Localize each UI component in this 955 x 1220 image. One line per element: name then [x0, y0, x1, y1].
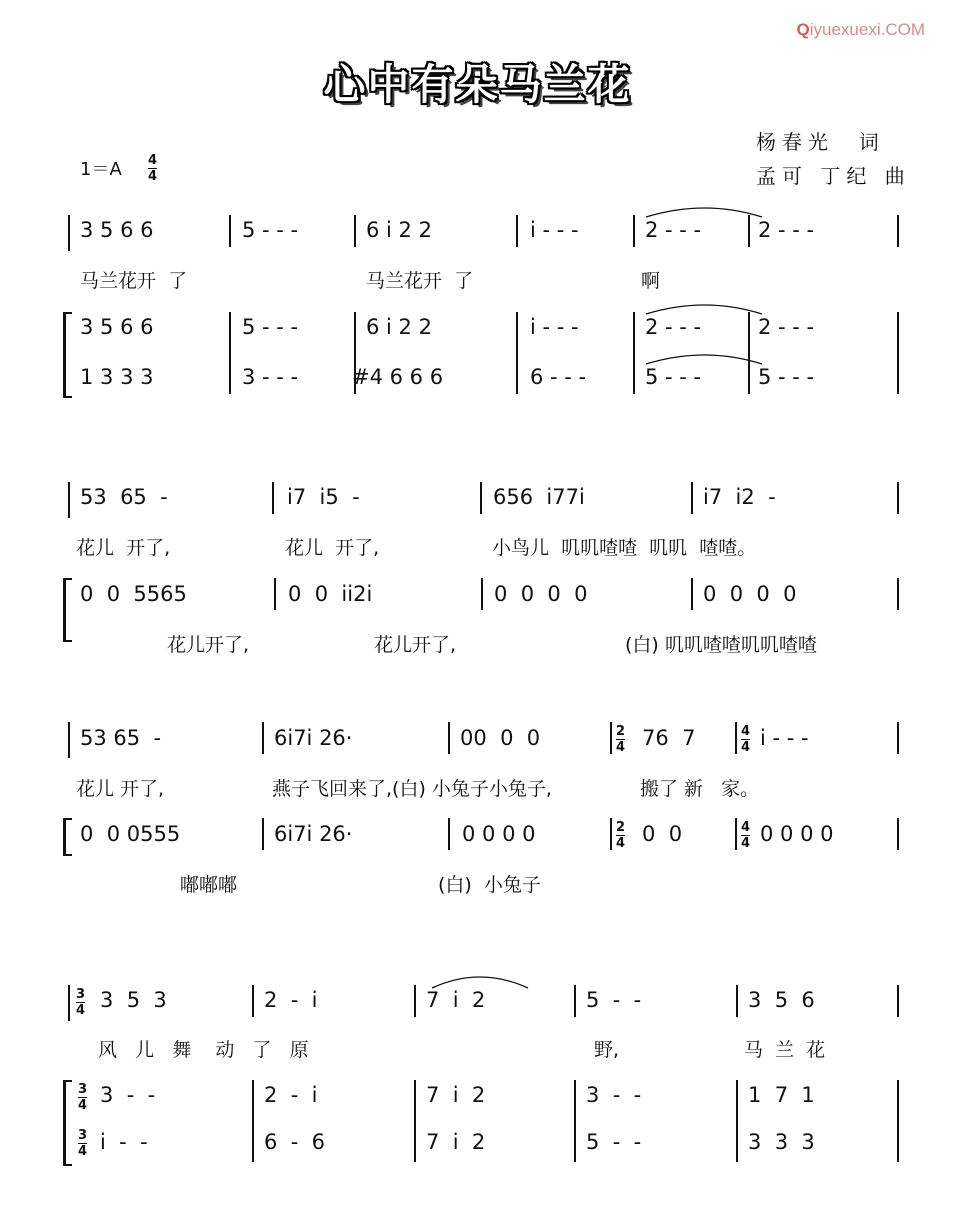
- time-signature: [148, 154, 157, 183]
- measure: 5 - - -: [242, 218, 299, 242]
- meter-change-bottom: 4: [78, 1144, 88, 1159]
- staff-brace: [63, 312, 72, 398]
- lyric: 花儿 开了,: [76, 537, 171, 559]
- meter-change-top: 3: [78, 1128, 88, 1143]
- lyric: 搬了 新 家。: [640, 778, 760, 800]
- meter-change: [741, 725, 750, 754]
- barline: [68, 215, 70, 251]
- measure: 3 - - -: [242, 365, 299, 389]
- meter-change-top: 3: [76, 987, 86, 1002]
- measure: 1 7 1: [748, 1083, 815, 1107]
- measure: 2 - i: [264, 988, 318, 1012]
- measure: 6 - - -: [530, 365, 587, 389]
- lyric: 野,: [594, 1039, 620, 1061]
- barline: [610, 818, 612, 850]
- barline: [897, 1080, 899, 1162]
- measure: 2 - - -: [758, 315, 815, 339]
- meter-change-bottom: 4: [616, 836, 626, 851]
- barline: [736, 1080, 738, 1162]
- measure: 0 0 5565: [80, 582, 187, 606]
- barline: [68, 722, 70, 758]
- barline: [897, 722, 899, 754]
- meter-change-top: 2: [616, 820, 626, 835]
- measure: 2 - i: [264, 1083, 318, 1107]
- barline: [414, 985, 416, 1017]
- staff-brace: [63, 818, 72, 856]
- measure: i7 i5 -: [287, 485, 360, 509]
- barline: [516, 312, 518, 394]
- measure: 7 i 2: [426, 1083, 486, 1107]
- measure: 76 7: [642, 726, 696, 750]
- song-title: 心中有朵马兰花: [323, 60, 632, 109]
- lyric: 马兰花开 了: [366, 270, 474, 292]
- lyric: 花儿 开了,: [76, 778, 165, 800]
- barline: [897, 985, 899, 1017]
- measure: 5 - - -: [645, 365, 702, 389]
- lyric: 风 儿 舞 动 了 原: [98, 1039, 309, 1061]
- tie: [640, 350, 770, 370]
- watermark-text: iyuexuexi.COM: [809, 20, 925, 39]
- lyric: 啊: [641, 270, 661, 292]
- tie: [640, 203, 770, 223]
- measure: 3 - -: [100, 1083, 156, 1107]
- measure: 3 3 3: [748, 1130, 815, 1154]
- barline: [897, 215, 899, 247]
- meter-change-bottom: 4: [741, 740, 751, 755]
- barline: [448, 722, 450, 754]
- barline: [262, 818, 264, 850]
- lyric: (白) 叽叽喳喳叽叽喳喳: [625, 634, 817, 656]
- measure: 0 0 0 0: [462, 822, 536, 846]
- measure: 2 - - -: [645, 315, 702, 339]
- measure: #4 6 6 6: [352, 365, 444, 389]
- lyric: 马兰花开 了: [80, 270, 188, 292]
- measure: 6i7i 26·: [274, 822, 353, 846]
- barline: [633, 312, 635, 394]
- measure: 0 0 0 0: [703, 582, 797, 606]
- measure: 53 65 -: [80, 726, 162, 750]
- measure: 6i7i 26·: [274, 726, 353, 750]
- time-signature-top: 4: [148, 153, 158, 168]
- measure: 5 - - -: [242, 315, 299, 339]
- barline: [252, 1080, 254, 1162]
- measure: i - - -: [760, 726, 809, 750]
- barline: [448, 818, 450, 850]
- lyric: 马 兰 花: [744, 1039, 826, 1061]
- measure: 2 - - -: [645, 218, 702, 242]
- site-watermark: [797, 20, 926, 40]
- barline: [481, 578, 483, 610]
- barline: [354, 215, 356, 247]
- measure: i7 i2 -: [703, 485, 776, 509]
- barline: [633, 215, 635, 247]
- composer-credit: 孟可 丁纪 曲: [756, 164, 911, 188]
- measure: 5 - -: [586, 1130, 642, 1154]
- meter-change: [78, 1083, 87, 1112]
- measure: 6 - 6: [264, 1130, 326, 1154]
- measure: 1 3 3 3: [80, 365, 154, 389]
- measure: 5 - -: [586, 988, 642, 1012]
- staff-brace: [63, 578, 72, 642]
- lyric: 花儿开了,: [167, 634, 250, 656]
- measure: 2 - - -: [758, 218, 815, 242]
- meter-change-top: 4: [741, 724, 751, 739]
- meter-change-bottom: 4: [741, 836, 751, 851]
- measure: 7 i 2: [426, 1130, 486, 1154]
- measure: 656 i77i: [493, 485, 585, 509]
- barline: [610, 722, 612, 754]
- barline: [691, 482, 693, 514]
- measure: i - -: [100, 1130, 148, 1154]
- measure: 0 0: [642, 822, 683, 846]
- staff-brace: [63, 1080, 72, 1166]
- measure: 3 5 6 6: [80, 218, 154, 242]
- tie: [640, 300, 770, 320]
- barline: [897, 578, 899, 610]
- meter-change: [616, 821, 625, 850]
- barline: [897, 312, 899, 394]
- measure: 3 5 3: [100, 988, 167, 1012]
- measure: 3 - -: [586, 1083, 642, 1107]
- key-signature: 1＝A: [80, 159, 122, 180]
- barline: [736, 985, 738, 1017]
- meter-change-bottom: 4: [78, 1098, 88, 1113]
- lyric: 小鸟儿 叽叽喳喳 叽叽 喳喳。: [492, 537, 757, 559]
- meter-change-bottom: 4: [616, 740, 626, 755]
- lyric: 花儿开了,: [374, 634, 457, 656]
- barline: [735, 722, 737, 754]
- barline: [262, 722, 264, 754]
- measure: 6 i 2 2: [366, 218, 432, 242]
- barline: [897, 482, 899, 514]
- barline: [68, 482, 70, 518]
- meter-change: [76, 988, 85, 1017]
- measure: i - - -: [530, 218, 579, 242]
- measure: i - - -: [530, 315, 579, 339]
- barline: [574, 1080, 576, 1162]
- barline: [272, 482, 274, 514]
- measure: 53 65 -: [80, 485, 168, 509]
- lyric: (白) 小兔子: [438, 874, 541, 896]
- measure: 0 0 0 0: [494, 582, 588, 606]
- barline: [516, 215, 518, 247]
- barline: [229, 312, 231, 394]
- barline: [68, 985, 70, 1021]
- measure: 6 i 2 2: [366, 315, 432, 339]
- barline: [574, 985, 576, 1017]
- meter-change-top: 2: [616, 724, 626, 739]
- lyric: 嘟嘟嘟: [180, 874, 238, 896]
- lyric: 花儿 开了,: [285, 537, 380, 559]
- lyricist-credit: 杨春光 词: [756, 130, 885, 154]
- meter-change: [616, 725, 625, 754]
- meter-change-bottom: 4: [76, 1003, 86, 1018]
- lyric: 燕子飞回来了,(白) 小兔子小兔子,: [272, 778, 552, 800]
- measure: 00 0 0: [460, 726, 541, 750]
- barline: [480, 482, 482, 514]
- watermark-logo-letter: Q: [796, 20, 810, 39]
- barline: [274, 578, 276, 610]
- measure: 0 0 0 0: [760, 822, 834, 846]
- barline: [252, 985, 254, 1017]
- barline: [735, 818, 737, 850]
- meter-change: [78, 1129, 87, 1158]
- meter-change: [741, 821, 750, 850]
- time-signature-bottom: 4: [148, 169, 158, 184]
- barline: [229, 215, 231, 247]
- slur: [428, 972, 532, 992]
- barline: [897, 818, 899, 850]
- measure: 3 5 6: [748, 988, 815, 1012]
- meter-change-top: 4: [741, 820, 751, 835]
- measure: 0 0 ii2i: [288, 582, 373, 606]
- measure: 7 i 2: [426, 988, 486, 1012]
- measure: 0 0 0555: [80, 822, 181, 846]
- barline: [414, 1080, 416, 1162]
- barline: [691, 578, 693, 610]
- measure: 3 5 6 6: [80, 315, 154, 339]
- meter-change-top: 3: [78, 1082, 88, 1097]
- measure: 5 - - -: [758, 365, 815, 389]
